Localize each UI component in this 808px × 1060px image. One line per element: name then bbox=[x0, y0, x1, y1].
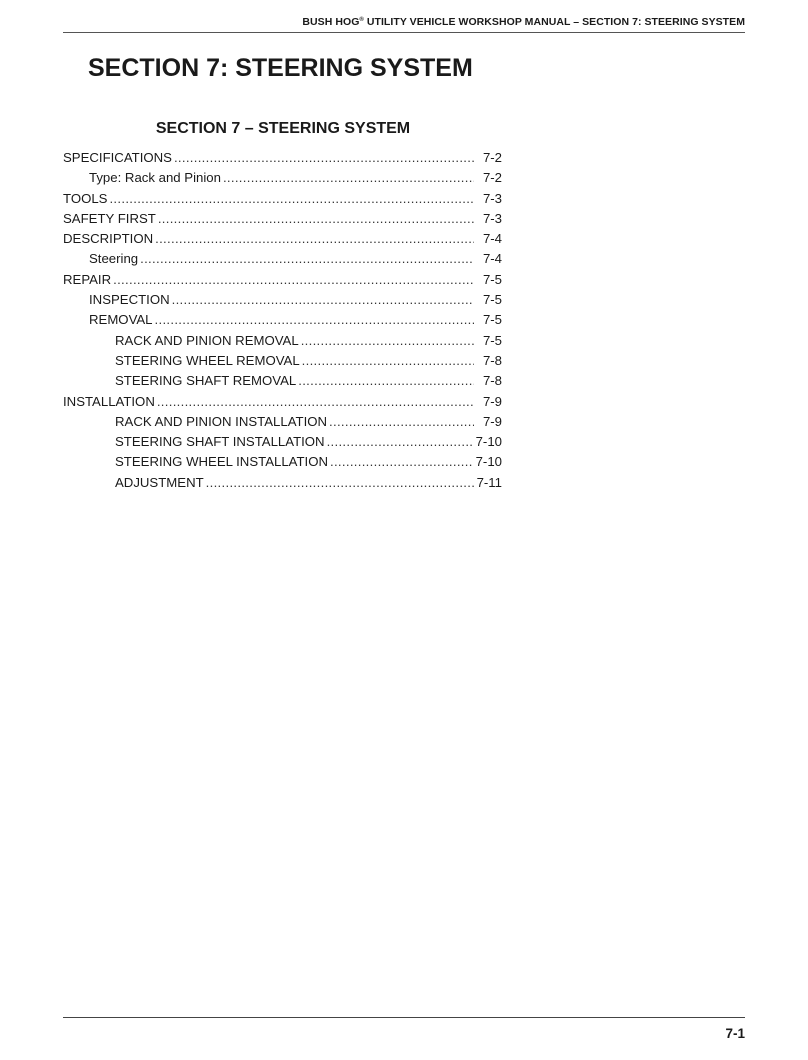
toc-entry-page: 7-2 bbox=[482, 170, 502, 186]
dot-leader bbox=[158, 209, 474, 229]
toc-entry-label: INSPECTION bbox=[89, 292, 170, 308]
dot-leader bbox=[174, 148, 474, 168]
dot-leader bbox=[298, 371, 474, 391]
toc-entry-specifications[interactable] bbox=[63, 148, 502, 168]
toc-entry-page: 7-10 bbox=[475, 434, 502, 450]
toc-entry-page: 7-5 bbox=[482, 312, 502, 328]
header-rule bbox=[63, 32, 745, 33]
toc-entry-label: REPAIR bbox=[63, 271, 112, 287]
toc-entry-label: STEERING SHAFT REMOVAL bbox=[115, 373, 297, 389]
page-title: SECTION 7: STEERING SYSTEM bbox=[88, 54, 473, 82]
toc-entry-label: STEERING SHAFT INSTALLATION bbox=[115, 434, 325, 450]
toc-entry-page: 7-5 bbox=[482, 271, 502, 287]
dot-leader bbox=[327, 432, 473, 452]
header-brand: BUSH HOG bbox=[302, 16, 360, 28]
dot-leader bbox=[157, 392, 474, 412]
toc-entry-steering[interactable] bbox=[63, 249, 502, 269]
toc-entry-tools[interactable] bbox=[63, 189, 502, 209]
toc-entry-page: 7-8 bbox=[482, 373, 502, 389]
toc-entry-page: 7-11 bbox=[476, 474, 502, 490]
registered-mark: ® bbox=[359, 17, 364, 23]
toc-entry-page: 7-2 bbox=[482, 150, 502, 165]
toc-entry-page: 7-4 bbox=[482, 231, 502, 247]
dot-leader bbox=[140, 249, 474, 269]
toc-entry-page: 7-9 bbox=[482, 393, 502, 409]
toc-heading: SECTION 7 – STEERING SYSTEM bbox=[155, 120, 411, 137]
toc-entry-description[interactable] bbox=[63, 229, 502, 249]
dot-leader bbox=[172, 290, 474, 310]
dot-leader bbox=[155, 310, 474, 330]
toc-entry-label: RACK AND PINION INSTALLATION bbox=[115, 413, 328, 429]
toc-entry-steering-shaft-installation[interactable] bbox=[63, 432, 502, 452]
toc-entry-page: 7-5 bbox=[482, 292, 502, 308]
toc-entry-safety-first[interactable] bbox=[63, 209, 502, 229]
toc-entry-label: SPECIFICATIONS bbox=[63, 150, 172, 165]
toc-entry-adjustment[interactable] bbox=[63, 473, 502, 493]
header-text: UTILITY VEHICLE WORKSHOP MANUAL – SECTION 7: STEERING SYSTEM bbox=[363, 16, 745, 28]
dot-leader bbox=[302, 351, 474, 371]
toc-entry-page: 7-5 bbox=[482, 332, 502, 348]
page-number: 7-1 bbox=[725, 1026, 745, 1041]
dot-leader bbox=[206, 473, 474, 493]
toc-entry-label: STEERING WHEEL INSTALLATION bbox=[115, 454, 328, 470]
toc-entry-label: INSTALLATION bbox=[63, 393, 155, 409]
toc-entry-label: Steering bbox=[89, 251, 139, 267]
toc-entry-steering-wheel-installation[interactable] bbox=[63, 452, 502, 472]
toc-entry-label: SAFETY FIRST bbox=[63, 210, 156, 226]
toc-entry-inspection[interactable] bbox=[63, 290, 502, 310]
toc-entry-installation[interactable] bbox=[63, 392, 502, 412]
toc-entry-page: 7-10 bbox=[475, 454, 502, 470]
toc-entry-page: 7-3 bbox=[482, 190, 502, 206]
dot-leader bbox=[223, 168, 474, 188]
toc-entry-steering-shaft-removal[interactable] bbox=[63, 371, 502, 391]
toc-entry-label: RACK AND PINION REMOVAL bbox=[115, 332, 299, 348]
toc-entry-label: REMOVAL bbox=[89, 312, 153, 328]
toc-entry-page: 7-8 bbox=[482, 352, 502, 368]
table-of-contents bbox=[63, 148, 502, 493]
toc-entry-page: 7-4 bbox=[482, 251, 502, 267]
toc-entry-type-rack-and-pinion[interactable] bbox=[63, 168, 502, 188]
dot-leader bbox=[330, 452, 473, 472]
running-header bbox=[302, 16, 745, 28]
dot-leader bbox=[301, 331, 474, 351]
dot-leader bbox=[329, 412, 474, 432]
toc-entry-page: 7-3 bbox=[482, 210, 502, 226]
toc-entry-repair[interactable] bbox=[63, 270, 502, 290]
toc-entry-label: ADJUSTMENT bbox=[115, 474, 204, 490]
toc-entry-label: STEERING WHEEL REMOVAL bbox=[115, 352, 300, 368]
dot-leader bbox=[113, 270, 474, 290]
toc-entry-removal[interactable] bbox=[63, 310, 502, 330]
toc-entry-label: DESCRIPTION bbox=[63, 231, 154, 247]
toc-entry-rack-and-pinion-installation[interactable] bbox=[63, 412, 502, 432]
toc-entry-steering-wheel-removal[interactable] bbox=[63, 351, 502, 371]
toc-entry-page: 7-9 bbox=[482, 413, 502, 429]
toc-entry-label: Type: Rack and Pinion bbox=[89, 170, 221, 186]
footer-rule bbox=[63, 1017, 745, 1018]
toc-entry-label: TOOLS bbox=[63, 190, 108, 206]
dot-leader bbox=[155, 229, 474, 249]
dot-leader bbox=[109, 189, 474, 209]
toc-entry-rack-and-pinion-removal[interactable] bbox=[63, 331, 502, 351]
